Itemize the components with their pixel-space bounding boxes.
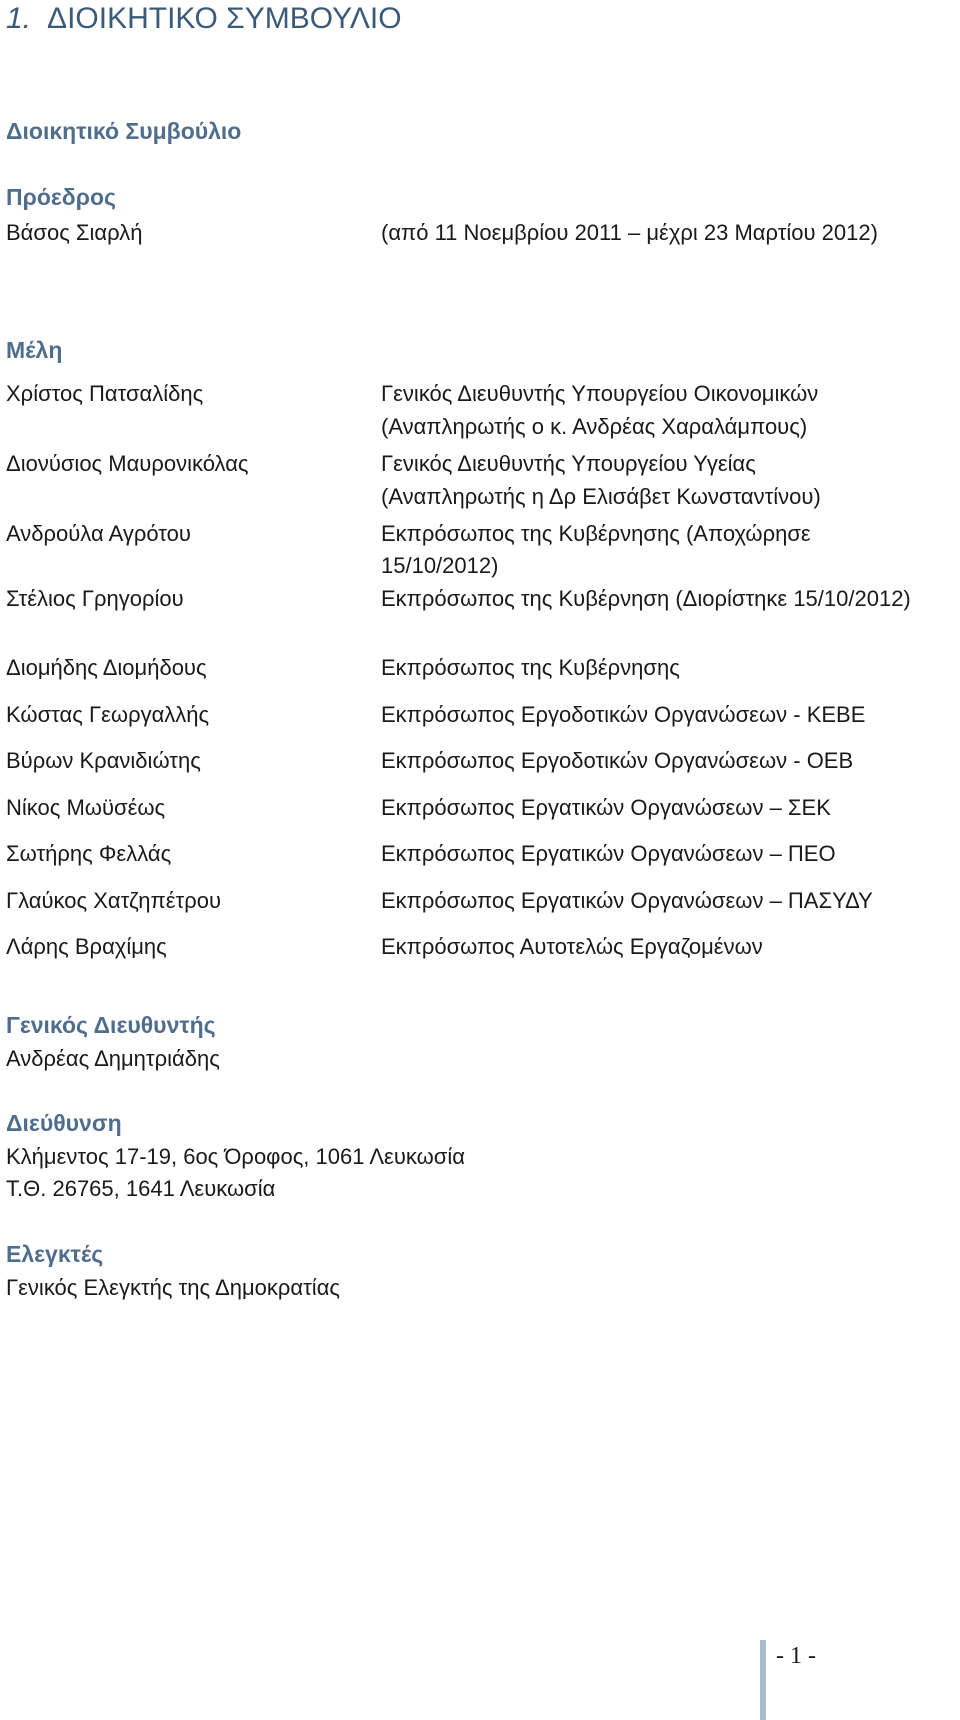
chair-period: (από 11 Νοεμβρίου 2011 – μέχρι 23 Μαρτίου 2012) — [381, 220, 878, 245]
member-role-line2: (Αναπληρωτής η Δρ Ελισάβετ Κωνσταντίνου) — [381, 484, 821, 509]
board-label: Διοικητικό Συμβούλιο — [6, 118, 242, 144]
member-role: Εκπρόσωπος Εργατικών Οργανώσεων – ΠΕΟ — [381, 841, 836, 866]
member-role: Εκπρόσωπος Εργατικών Οργανώσεων – ΣΕΚ — [381, 795, 831, 820]
member-name: Διονύσιος Μαυρονικόλας — [6, 451, 249, 476]
address-line1: Κλήμεντος 17-19, 6ος Όροφος, 1061 Λευκωσία — [6, 1144, 465, 1169]
member-role: Γενικός Διευθυντής Υπουργείου Υγείας — [381, 451, 756, 476]
member-role: Εκπρόσωπος της Κυβέρνησης (Αποχώρησε — [381, 521, 811, 546]
member-name: Κώστας Γεωργαλλής — [6, 702, 210, 727]
member-name: Νίκος Μωϋσέως — [6, 795, 166, 820]
address-line2: Τ.Θ. 26765, 1641 Λευκωσία — [6, 1176, 276, 1201]
member-role-line2: (Αναπληρωτής ο κ. Ανδρέας Χαραλάμπους) — [381, 414, 808, 439]
member-role: Εκπρόσωπος Εργοδοτικών Οργανώσεων - ΚΕΒΕ — [381, 702, 866, 727]
member-name: Βύρων Κρανιδιώτης — [6, 748, 201, 773]
member-role: Εκπρόσωπος Εργοδοτικών Οργανώσεων - ΟΕΒ — [381, 748, 854, 773]
chair-name: Βάσος Σιαρλή — [6, 220, 143, 245]
auditors-name: Γενικός Ελεγκτής της Δημοκρατίας — [6, 1275, 341, 1300]
member-role-line2: 15/10/2012) — [381, 553, 499, 578]
member-name: Διομήδης Διομήδους — [6, 655, 207, 680]
heading-number: 1. — [6, 2, 32, 35]
members-label: Μέλη — [6, 337, 63, 363]
page-footer-bar — [760, 1640, 766, 1720]
member-name: Ανδρούλα Αγρότου — [6, 521, 191, 546]
director-name: Ανδρέας Δημητριάδης — [6, 1046, 220, 1071]
member-role: Γενικός Διευθυντής Υπουργείου Οικονομικών — [381, 381, 819, 406]
auditors-label: Ελεγκτές — [6, 1241, 104, 1267]
heading-title: ΔΙΟΙΚΗΤΙΚΟ ΣΥΜΒΟΥΛΙΟ — [47, 2, 402, 35]
member-name: Σωτήρης Φελλάς — [6, 841, 172, 866]
member-role: Εκπρόσωπος της Κυβέρνησης — [381, 655, 680, 680]
director-label: Γενικός Διευθυντής — [6, 1012, 216, 1038]
member-role: Εκπρόσωπος Εργατικών Οργανώσεων – ΠΑΣΥΔΥ — [381, 888, 873, 913]
page-number: - 1 - — [776, 1643, 816, 1669]
address-label: Διεύθυνση — [6, 1110, 122, 1136]
chair-label: Πρόεδρος — [6, 184, 116, 210]
member-name: Γλαύκος Χατζηπέτρου — [6, 888, 221, 913]
member-name: Χρίστος Πατσαλίδης — [6, 381, 204, 406]
member-name: Στέλιος Γρηγορίου — [6, 586, 184, 611]
member-role: Εκπρόσωπος Αυτοτελώς Εργαζομένων — [381, 934, 763, 959]
member-name: Λάρης Βραχίμης — [6, 934, 167, 959]
page-heading — [6, 2, 402, 36]
member-role: Εκπρόσωπος της Κυβέρνηση (Διορίστηκε 15/10/2012) — [381, 586, 911, 611]
